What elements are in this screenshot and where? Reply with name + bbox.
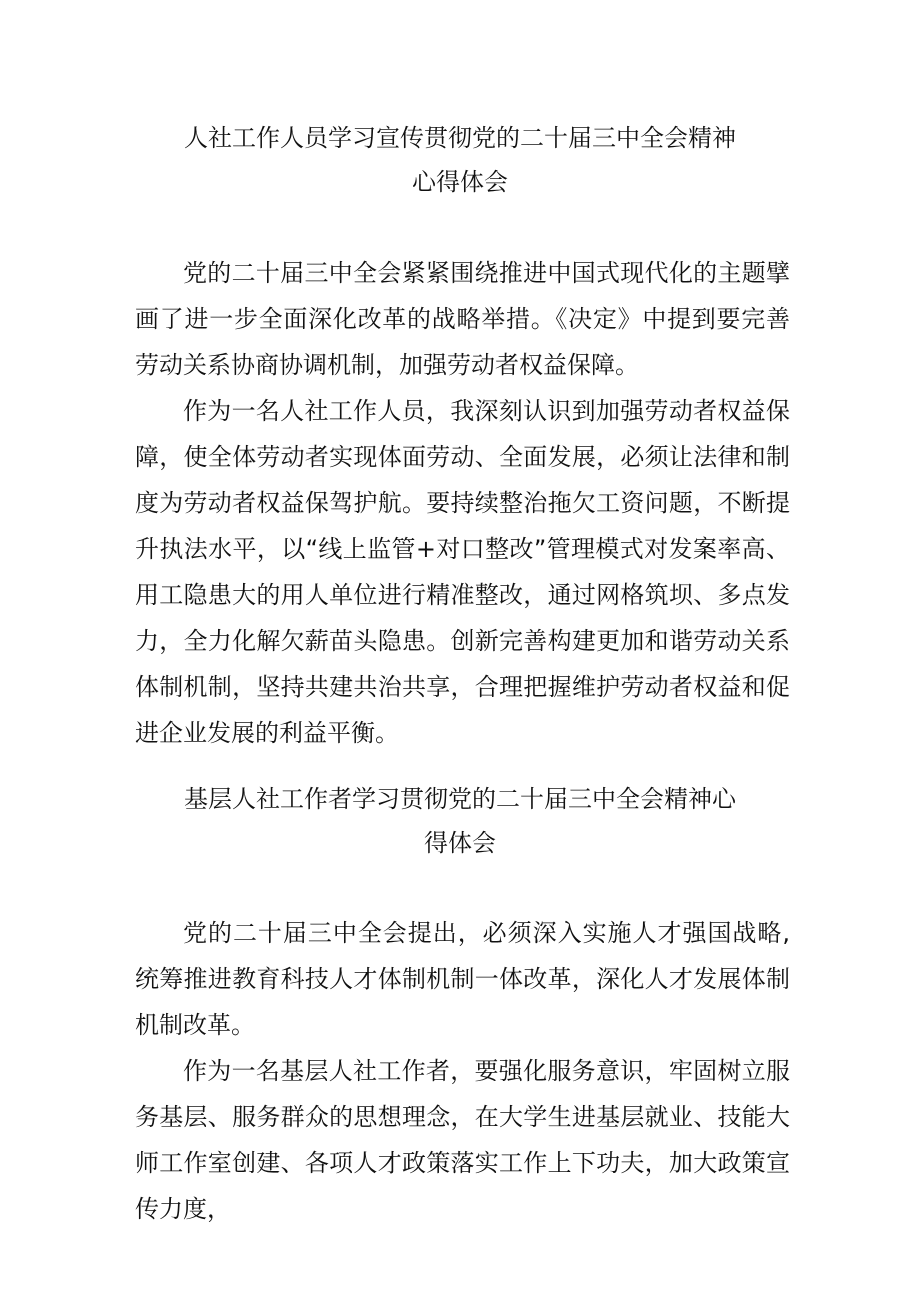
section-2-paragraph-2: 作为一名基层人社工作者，要强化服务意识，牢固树立服务基层、服务群众的思想理念，在大学生进基层就业、技能大师工作室创建、各项人才政策落实工作上下功夫，加大政策宣传力度， xyxy=(135,1057,790,1223)
section-2-title-line-2: 得体会 xyxy=(424,829,496,857)
section-1-title-line-2: 心得体会 xyxy=(412,168,508,196)
section-2-title xyxy=(130,777,790,865)
section-1-title-line-1: 人社工作人员学习宣传贯彻党的二十届三中全会精神 xyxy=(184,124,736,152)
section-2-title-line-1: 基层人社工作者学习贯彻党的二十届三中全会精神心 xyxy=(184,785,736,813)
section-1-paragraph-2: 作为一名人社工作人员，我深刻认识到加强劳动者权益保障，使全体劳动者实现体面劳动、全面发展，必须让法律和制度为劳动者权益保驾护航。要持续整治拖欠工资问题，不断提升执法水平，以“线上监管+对口整改”管理模式对发案率高、用工隐患大的用人单位进行精准整改，通过网格筑坝、多点发力，全力化解欠薪苗头隐患。创新完善构建更加和谐劳动关系体制机制，坚持共建共治共享，合理把握维护劳动者权益和促进企业发展的利益平衡。 xyxy=(135,397,790,747)
section-2-paragraph-1: 党的二十届三中全会提出，必须深入实施人才强国战略,统筹推进教育科技人才体制机制一体改革，深化人才发展体制机制改革。 xyxy=(135,919,790,1039)
section-1-title xyxy=(130,116,790,204)
section-1-paragraph-1: 党的二十届三中全会紧紧围绕推进中国式现代化的主题擘画了进一步全面深化改革的战略举措。《决定》中提到要完善劳动关系协商协调机制，加强劳动者权益保障。 xyxy=(135,259,790,379)
